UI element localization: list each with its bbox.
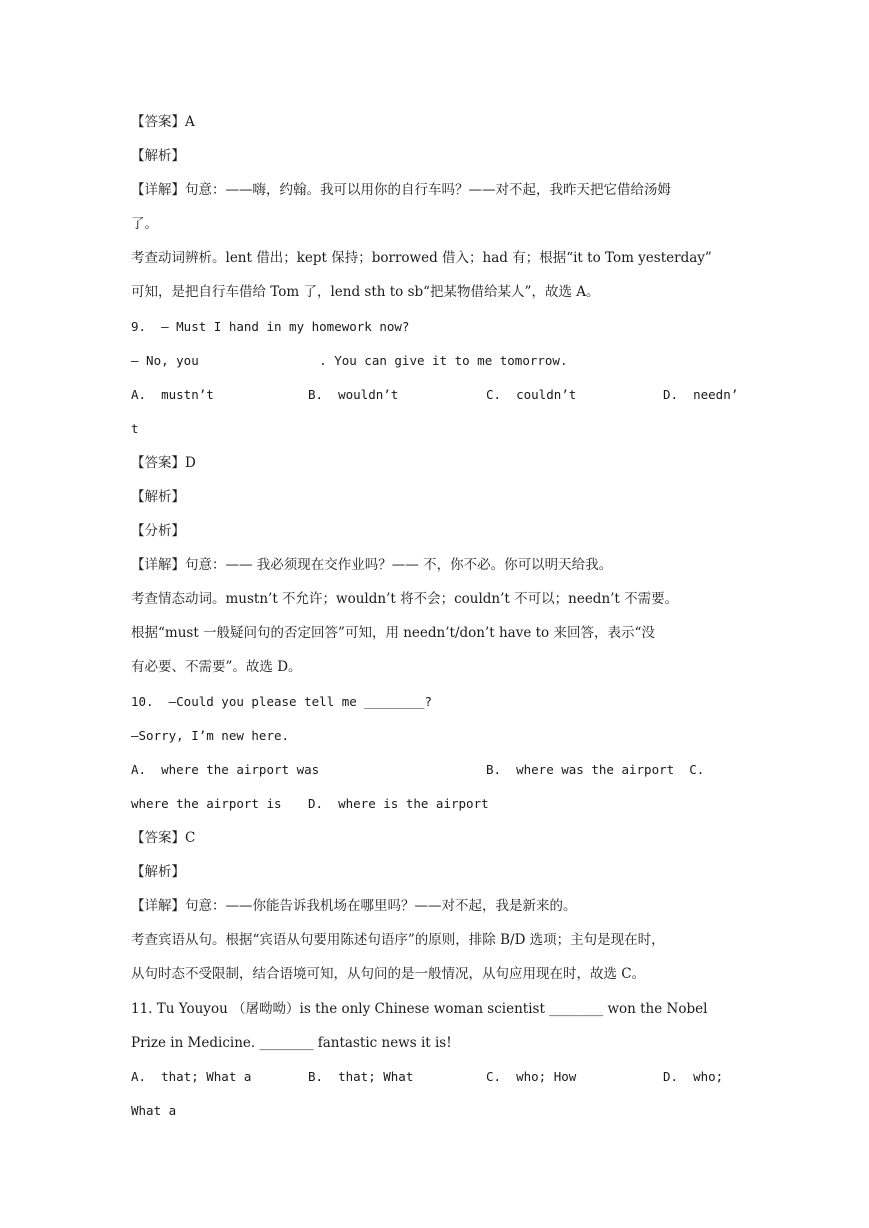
q8-analysis-heading: 【解析】 — [131, 148, 185, 164]
q11-option-a: A. that; What a — [131, 1069, 252, 1084]
q10-stem: 10. —Could you please tell me ________? — [131, 694, 433, 709]
q9-option-d-wrap: t — [131, 421, 139, 436]
q10-option-d: D. where is the airport — [308, 796, 489, 811]
q9-stem: 9. — Must I hand in my homework now? — [131, 319, 410, 334]
q10-explanation-line-2: 从句时态不受限制，结合语境可知，从句问的是一般情况，从句应用现在时，故选 C。 — [131, 966, 646, 982]
q10-reply: —Sorry, I’m new here. — [131, 728, 290, 743]
q9-explanation-line-1: 考查情态动词。mustn’t 不允许；wouldn’t 将不会；couldn’t 不可以；needn’t 不需要。 — [131, 591, 679, 607]
q9-option-d: D. needn’ — [663, 387, 739, 402]
q9-analysis-heading: 【解析】 — [131, 489, 185, 505]
q9-option-a: A. mustn’t — [131, 387, 214, 402]
q10-option-c: where the airport is — [131, 796, 282, 811]
q10-analysis-heading: 【解析】 — [131, 864, 185, 880]
q11-option-d: D. who; — [663, 1069, 724, 1084]
q11-stem-line-1: 11. Tu Youyou （屠呦呦）is the only Chinese woman scientist ________ won the Nobel — [131, 1001, 708, 1017]
q11-option-c: C. who; How — [486, 1069, 577, 1084]
q8-detail-line-2: 了。 — [131, 216, 158, 232]
q9-explanation-line-2: 根据“must 一般疑问句的否定回答”可知，用 needn’t/don’t have to 来回答，表示“没 — [131, 625, 655, 641]
q9-explanation-line-3: 有必要、不需要”。故选 D。 — [131, 659, 302, 675]
q11-option-b: B. that; What — [308, 1069, 414, 1084]
q8-answer: 【答案】A — [131, 114, 195, 130]
q9-reply: — No, you . You can give it to me tomorrow. — [131, 353, 568, 368]
q9-answer: 【答案】D — [131, 455, 196, 471]
q10-option-a: A. where the airport was — [131, 762, 320, 777]
q8-detail-line-1: 【详解】句意：——嗨，约翰。我可以用你的自行车吗？——对不起，我昨天把它借给汤姆 — [131, 182, 671, 198]
q9-option-c: C. couldn’t — [486, 387, 577, 402]
q10-detail: 【详解】句意：——你能告诉我机场在哪里吗？——对不起，我是新来的。 — [131, 898, 577, 914]
q11-option-d-wrap: What a — [131, 1103, 177, 1118]
q10-answer: 【答案】C — [131, 830, 196, 846]
q9-option-b: B. wouldn’t — [308, 387, 399, 402]
q10-explanation-line-1: 考查宾语从句。根据“宾语从句要用陈述句语序”的原则，排除 B/D 选项；主句是现在时， — [131, 932, 665, 948]
q9-detail: 【详解】句意：—— 我必须现在交作业吗？—— 不，你不必。你可以明天给我。 — [131, 557, 613, 573]
q8-explanation-line-2: 可知，是把自行车借给 Tom 了，lend sth to sb“把某物借给某人”，故选 A。 — [131, 284, 600, 300]
q9-fenxi-heading: 【分析】 — [131, 523, 185, 539]
q10-option-b: B. where was the airport C. — [486, 762, 705, 777]
q11-stem-line-2: Prize in Medicine. ________ fantastic news it is! — [131, 1035, 452, 1051]
q8-explanation-line-1: 考查动词辨析。lent 借出；kept 保持；borrowed 借入；had 有；根据“it to Tom yesterday” — [131, 250, 712, 266]
